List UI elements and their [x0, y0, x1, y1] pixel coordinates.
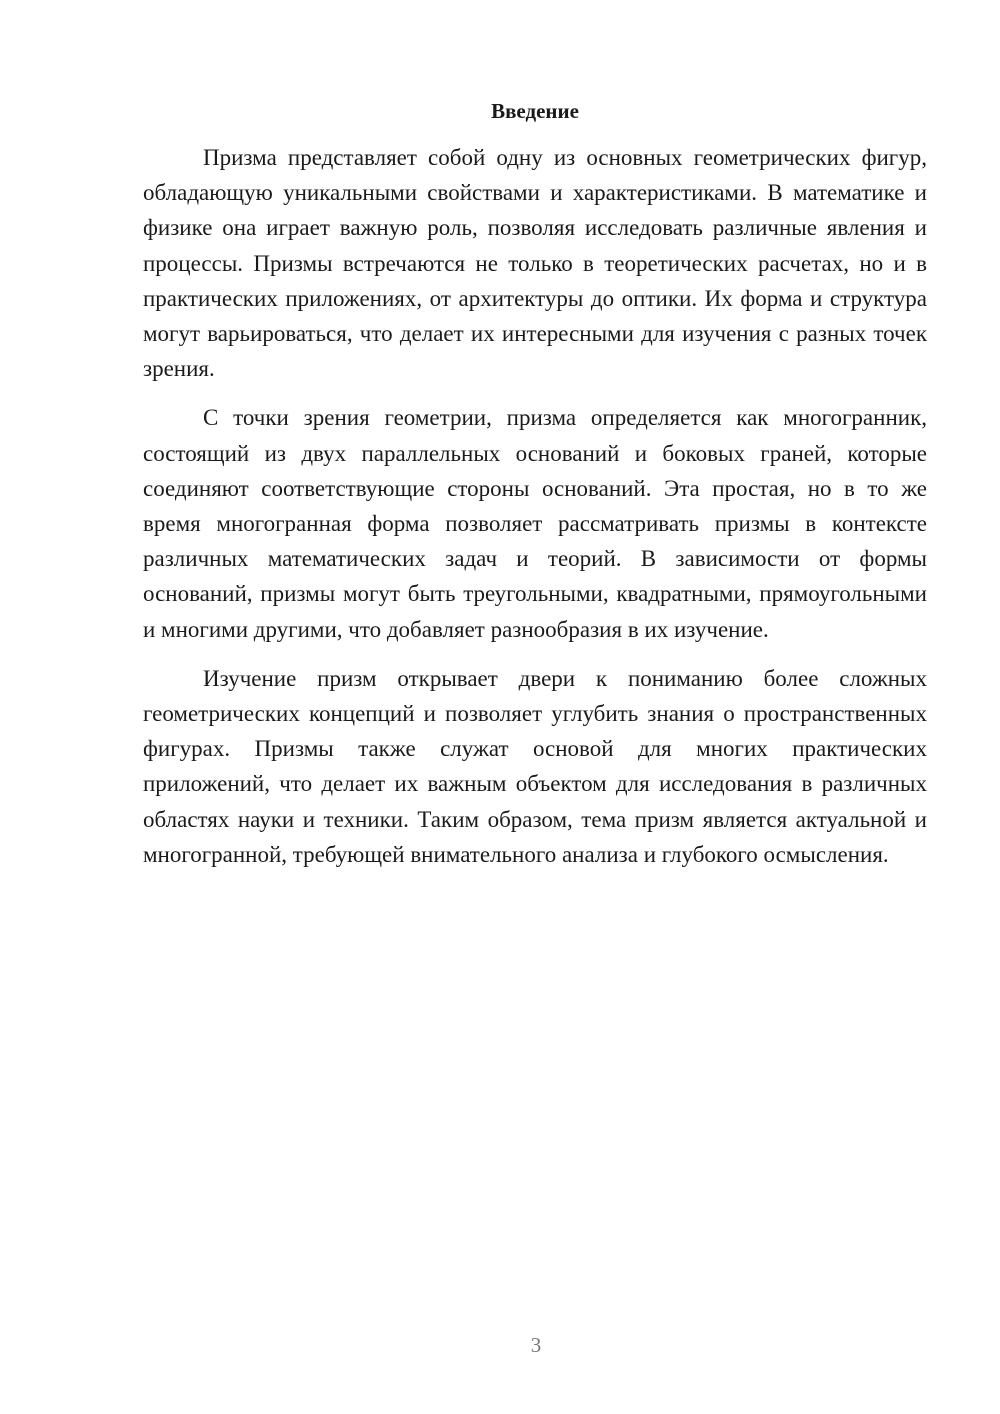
section-heading: Введение: [491, 99, 579, 123]
document-page: [143, 96, 927, 886]
paragraph-3: Изучение призм открывает двери к пониманию более сложных геометрических концепций и позволяет углубить знания о пространственных фигурах. Призмы также служат основой для многих практических приложений, что делает их важным объектом для исследования в различных областях науки и техники. Таким образом, тема призм является актуальной и многогранной, требующей внимательного анализа и глубокого осмысления.: [143, 665, 927, 867]
paragraph-2: С точки зрения геометрии, призма определяется как многогранник, состоящий из двух параллельных оснований и боковых граней, которые соединяют соответствующие стороны оснований. Эта простая, но в то же время многогранная форма позволяет рассматривать призмы в контексте различных математических задач и теорий. В зависимости от формы оснований, призмы могут быть треугольными, квадратными, прямоугольными и многими другими, что добавляет разнообразия в их изучение.: [143, 405, 927, 642]
paragraph-1: Призма представляет собой одну из основных геометрических фигур, обладающую уникальными свойствами и характеристиками. В математике и физике она играет важную роль, позволяя исследовать различные явления и процессы. Призмы встречаются не только в теоретических расчетах, но и в практических приложениях, от архитектуры до оптики. Их форма и структура могут варьироваться, что делает их интересными для изучения с разных точек зрения.: [143, 145, 927, 382]
page-number: 3: [530, 1333, 542, 1357]
